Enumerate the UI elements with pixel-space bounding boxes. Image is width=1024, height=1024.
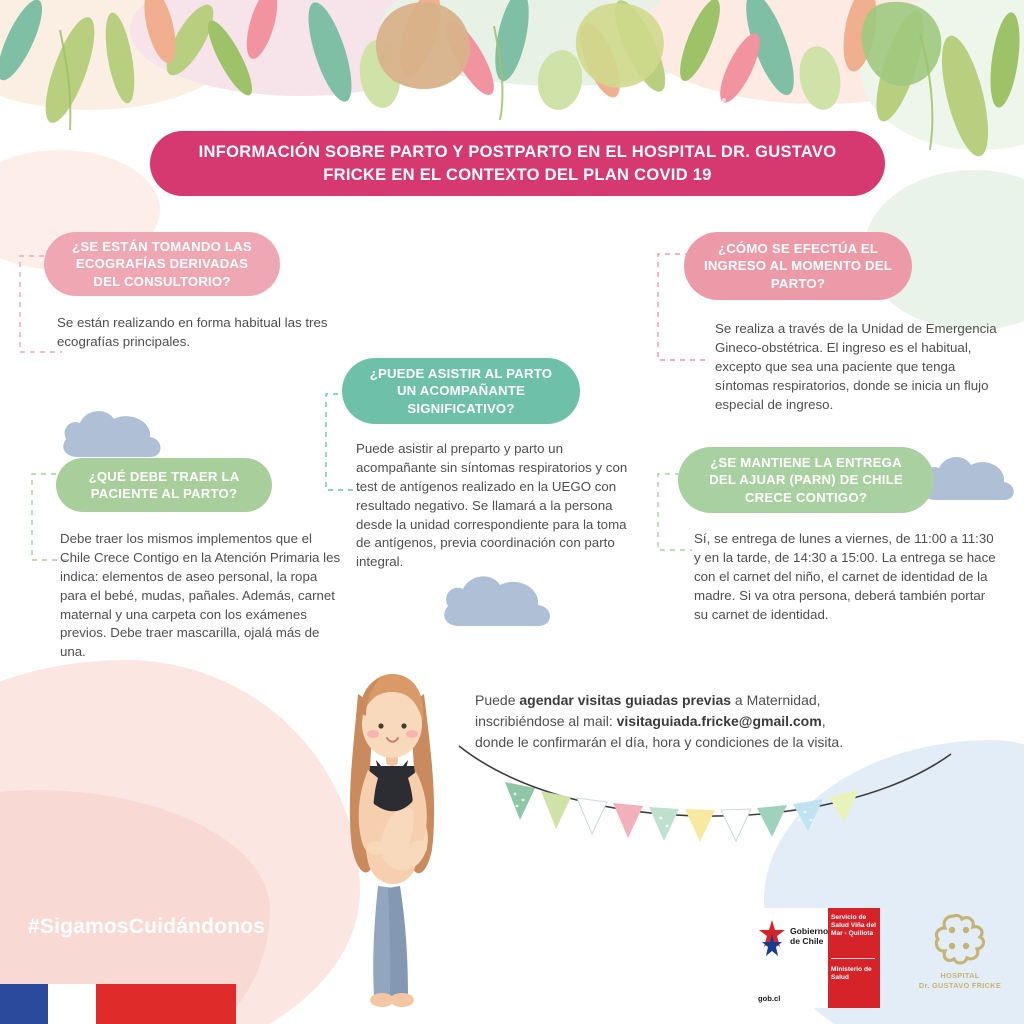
logo-hospital-line1: HOSPITAL [940, 971, 980, 980]
page-title [150, 131, 885, 196]
logo-gob-left [752, 908, 828, 1008]
logo-gob-line2: de Chile [790, 936, 824, 947]
answer-acompanante: Puede asistir al preparto y parto un acompañante sin síntomas respiratorios y con test de antígenos realizado en la UEGO con resultado negativo. Se llamará a la persona desde la unidad correspondiente para la toma de antígenos, previa coordinación con parto integral. [356, 441, 628, 570]
logo-hospital-line2: Dr. GUSTAVO FRICKE [918, 980, 1002, 990]
question-pill-ingreso-parto-label: ¿CÓMO SE EFECTÚA EL INGRESO AL MOMENTO DEL PARTO? [703, 240, 893, 291]
logo-servicio-salud [828, 908, 880, 1008]
flag-red [96, 984, 236, 1024]
cloud-icon [60, 405, 170, 466]
logo-gob-line1: Gobierno [790, 926, 829, 936]
page-title-text: INFORMACIÓN SOBRE PARTO Y POSTPARTO EN EL HOSPITAL DR. GUSTAVO FRICKE EN EL CONTEXTO DEL PLAN COVID 19 [198, 143, 837, 184]
answer-ingreso-parto: Se realiza a través de la Unidad de Emergencia Gineco-obstétrica. El ingreso es el habitual, excepto que sea una paciente que tenga síntomas respiratorios, donde se inicia un flujo especial de ingreso. [715, 321, 997, 412]
question-pill-ajuar-parn[interactable] [678, 447, 934, 513]
logo-divider [831, 958, 875, 959]
visit-info-line2-post: , [821, 713, 826, 729]
question-pill-acompanante-label: ¿PUEDE ASISTIR AL PARTO UN ACOMPAÑANTE SIGNIFICATIVO? [369, 365, 553, 416]
answer-que-traer: Debe traer los mismos implementos que el Chile Crece Contigo en la Atención Primaria les indica: elementos de aseo personal, la ropa para el bebé, mudas, pañales. Además, carnet maternal y una carpeta con los exámenes previos. Debe traer mascarilla, ojalá más de una. [60, 531, 341, 660]
hashtag-label: #SigamosCuidándonos [28, 915, 266, 938]
visit-info-email[interactable]: visitaguiada.fricke@gmail.com [616, 713, 822, 729]
chile-star-icon [758, 918, 786, 962]
question-pill-ecografias-label: ¿SE ESTÁN TOMANDO LAS ECOGRAFÍAS DERIVADAS DEL CONSULTORIO? [72, 238, 252, 289]
logo-servicio-salud-name: Servicio de Salud Viña del Mar - Quillota [831, 914, 876, 938]
logo-gob-text [790, 926, 828, 947]
visit-info-line1-post: a Maternidad, [731, 692, 821, 708]
logo-gobierno-de-chile [752, 908, 880, 1008]
hospital-cross-icon [932, 912, 988, 966]
visit-info-line1-bold: agendar visitas guiadas previas [519, 692, 732, 708]
logo-hospital-gustavo-fricke [910, 912, 1010, 1004]
visit-info-line1-pre: Puede [475, 692, 520, 708]
answer-ecografias: Se están realizando en forma habitual las tres ecografías principales. [57, 315, 328, 349]
bunting-flags-icon [455, 742, 955, 852]
visit-info-line3: donde le confirmarán el día, hora y condiciones de la visita. [475, 734, 844, 750]
question-pill-que-traer-label: ¿QUÉ DEBE TRAER LA PACIENTE AL PARTO? [88, 468, 240, 501]
visit-info-line2-pre: inscribiéndose al mail: [475, 713, 617, 729]
question-pill-ajuar-parn-label: ¿SE MANTIENE LA ENTREGA DEL AJUAR (PARN) DE CHILE CRECE CONTIGO? [709, 454, 903, 505]
chile-flag-stripe [0, 984, 236, 1024]
pregnant-woman-illustration [318, 648, 468, 1020]
question-pill-que-traer[interactable] [56, 458, 272, 512]
answer-ajuar-parn: Sí, se entrega de lunes a viernes, de 11:00 a 11:30 y en la tarde, de 14:30 a 15:00. La entrega se hace con el carnet del niño, el carnet de identidad de la madre. Si va otra persona, deberá también portar su carnet de identidad. [694, 531, 996, 622]
logo-ministerio-salud: Ministerio de Salud [831, 966, 872, 982]
cloud-icon [440, 570, 560, 635]
question-pill-acompanante[interactable] [342, 358, 580, 424]
flag-blue [0, 984, 48, 1024]
question-pill-ecografias[interactable] [44, 232, 280, 296]
logo-gob-url: gob.cl [758, 994, 781, 1003]
question-pill-ingreso-parto[interactable] [684, 232, 912, 300]
